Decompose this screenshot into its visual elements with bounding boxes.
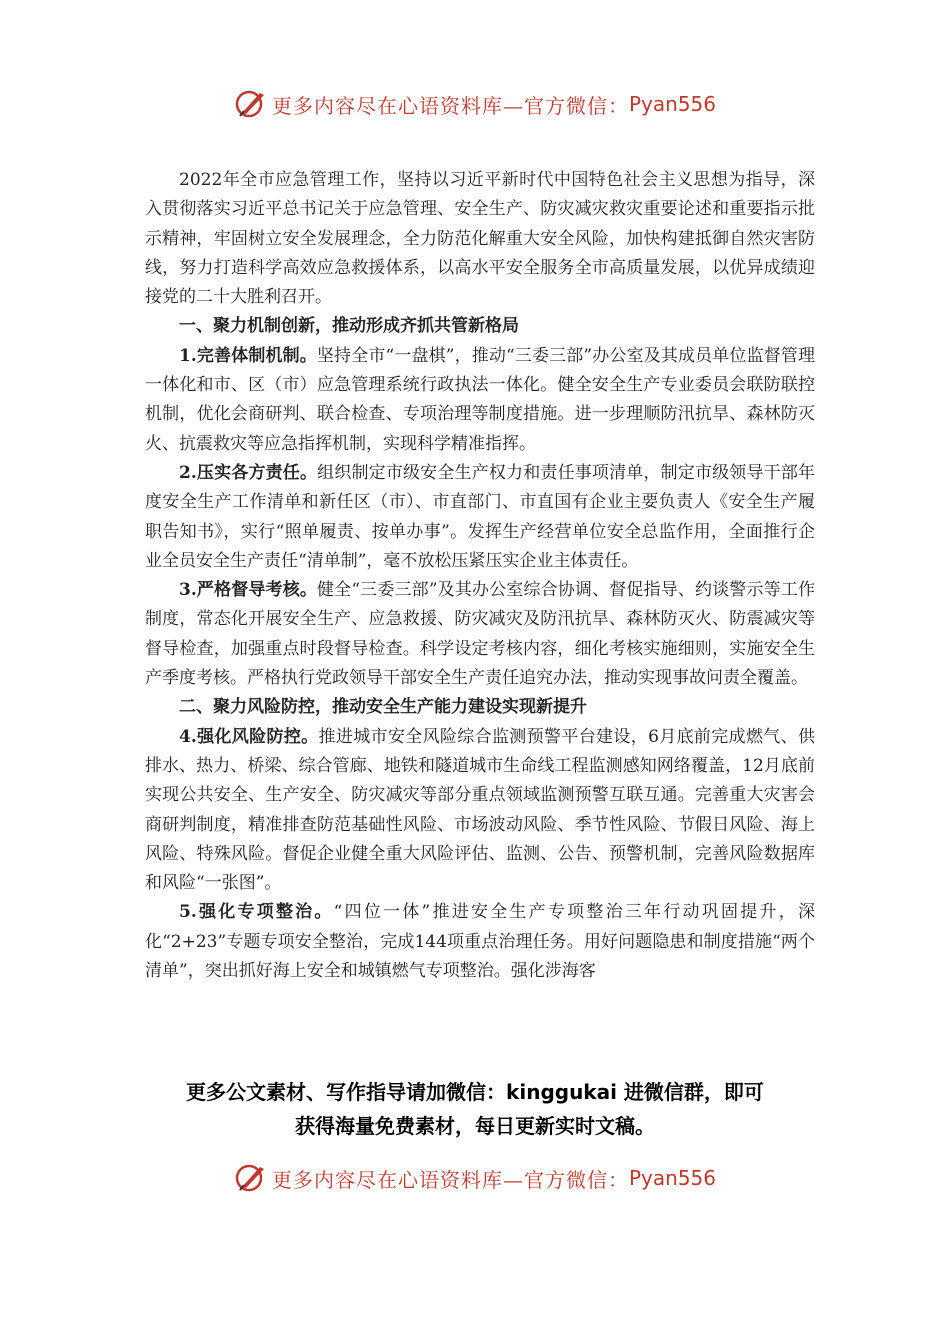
item-paragraph-4: 4.强化风险防控。推进城市安全风险综合监测预警平台建设，6月底前完成燃气、供排水、热力、桥梁、综合管廊、地铁和隧道城市生命线工程监测感知网络覆盖，12月底前实现公共安全、生产安全、防灾减灾等部分重点领域监测预警互联互通。完善重大灾害会商研判制度，精准排查防范基础性风险、市场波动风险、季节性风险、节假日风险、海上风险、特殊风险。督促企业健全重大风险评估、监测、公告、预警机制，完善风险数据库和风险“一张图”。 <box>145 726 815 894</box>
watermark-text: 更多内容尽在心语资料库—官方微信： <box>271 1167 629 1192</box>
footer-watermark <box>0 1158 950 1198</box>
section-heading-1: 一、聚力机制创新，推动形成齐抓共管新格局 <box>179 316 519 337</box>
watermark-text: 更多内容尽在心语资料库—官方微信： <box>271 93 629 118</box>
item-lead: 4.强化风险防控。 <box>179 726 319 747</box>
quill-logo-icon <box>234 1161 268 1195</box>
promo-line-1: 更多公文素材、写作指导请加微信：kinggukai 进微信群，即可 <box>186 1080 764 1104</box>
item-lead: 1.完善体制机制。 <box>179 345 317 366</box>
section-heading-2: 二、聚力风险防控，推动安全生产能力建设实现新提升 <box>179 697 587 718</box>
promo-line-2: 获得海量免费素材，每日更新实时文稿。 <box>295 1114 655 1138</box>
intro-paragraph: 2022年全市应急管理工作，坚持以习近平新时代中国特色社会主义思想为指导，深入贯彻落实习近平总书记关于应急管理、安全生产、防灾减灾救灾重要论述和重要指示批示精神，牢固树立安全发展理念，全力防范化解重大安全风险，加快构建抵御自然灾害防线，努力打造科学高效应急救援体系，以高水平安全服务全市高质量发展，以优异成绩迎接党的二十大胜利召开。 <box>145 170 815 308</box>
watermark-wechat-id: Pyan556 <box>628 92 716 116</box>
item-lead: 3.严格督导考核。 <box>179 580 318 601</box>
item-lead: 5.强化专项整治。 <box>179 902 334 923</box>
item-paragraph-5: 5.强化专项整治。“四位一体”推进安全生产专项整治三年行动巩固提升，深化“2+23”专题专项安全整治，完成144项重点治理任务。用好问题隐患和制度措施“两个清单”，突出抓好海上安全和城镇燃气专项整治。强化涉海客 <box>145 902 815 982</box>
watermark-wechat-id: Pyan556 <box>628 1166 716 1190</box>
promo-banner <box>100 1075 850 1143</box>
header-watermark <box>0 84 950 124</box>
document-body <box>145 166 815 986</box>
item-paragraph-1: 1.完善体制机制。坚持全市“一盘棋”，推动“三委三部”办公室及其成员单位监督管理一体化和市、区（市）应急管理系统行政执法一体化。健全安全生产专业委员会联防联控机制，优化会商研判、联合检查、专项治理等制度措施。进一步理顺防汛抗旱、森林防灭火、抗震救灾等应急指挥机制，实现科学精准指挥。 <box>145 345 815 454</box>
item-paragraph-2: 2.压实各方责任。组织制定市级安全生产权力和责任事项清单，制定市级领导干部年度安全生产工作清单和新任区（市）、市直部门、市直国有企业主要负责人《安全生产履职告知书》，实行“照单履责、按单办事”。发挥生产经营单位安全总监作用，全面推行企业全员安全生产责任“清单制”，毫不放松压紧压实企业主体责任。 <box>145 462 816 571</box>
item-lead: 2.压实各方责任。 <box>179 462 318 483</box>
quill-logo-icon <box>234 87 268 121</box>
item-paragraph-3: 3.严格督导考核。健全“三委三部”及其办公室综合协调、督促指导、约谈警示等工作制度，常态化开展安全生产、应急救援、防灾减灾及防汛抗旱、森林防灭火、防震减灾等督导检查，加强重点时段督导检查。科学设定考核内容，细化考核实施细则，实施安全生产季度考核。严格执行党政领导干部安全生产责任追究办法，推动实现事故问责全覆盖。 <box>145 580 815 689</box>
